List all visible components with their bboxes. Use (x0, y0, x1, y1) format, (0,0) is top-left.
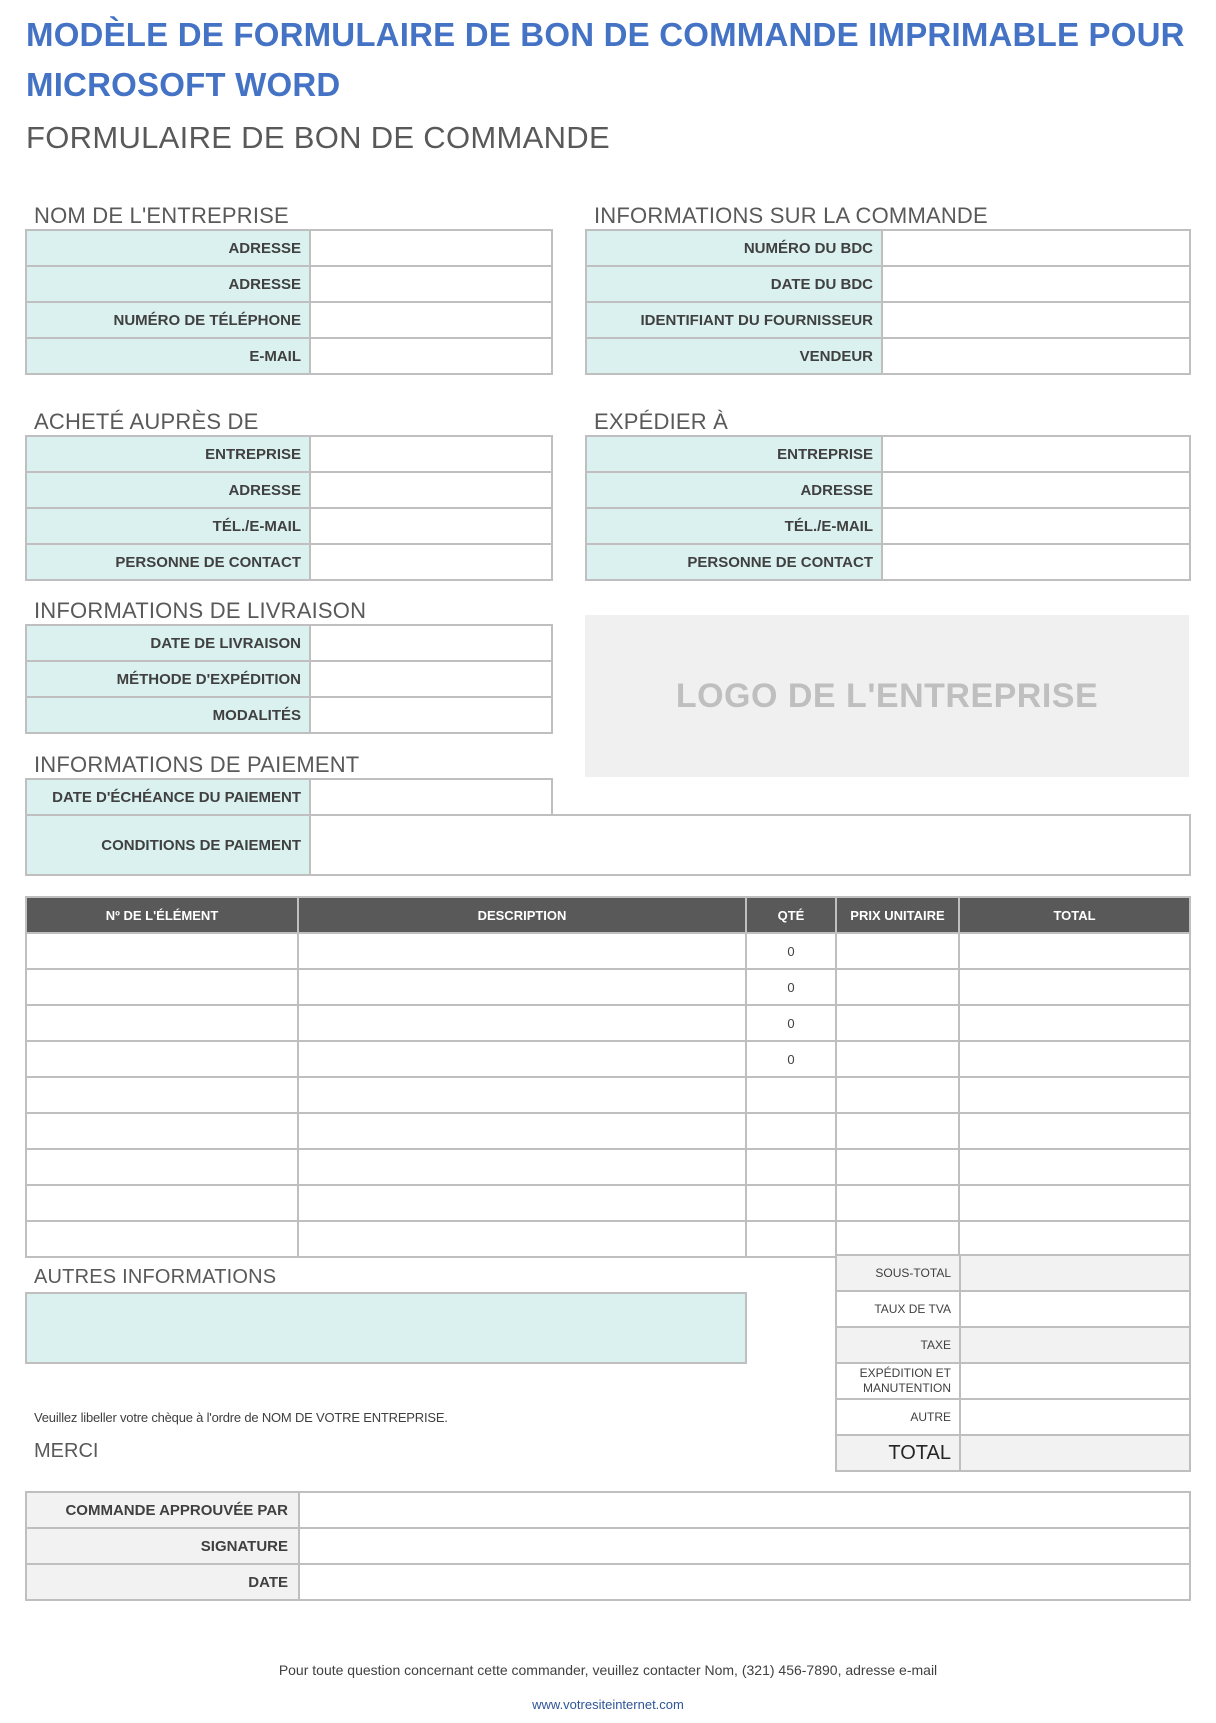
ship-phone-email-input[interactable] (882, 508, 1190, 544)
company-email-input[interactable] (310, 338, 552, 374)
order-info-row (586, 302, 1190, 338)
company-row (26, 266, 552, 302)
subtotal-value (960, 1255, 1190, 1291)
approved-by-input[interactable] (299, 1492, 1190, 1528)
item-number-cell[interactable] (26, 1221, 298, 1257)
line-total-cell[interactable] (959, 1005, 1190, 1041)
field-label: PERSONNE DE CONTACT (26, 544, 310, 580)
description-cell[interactable] (298, 1077, 746, 1113)
ship-to-row (586, 472, 1190, 508)
line-items-table (25, 896, 1191, 1258)
grand-total-label: TOTAL (836, 1435, 960, 1471)
item-number-cell[interactable] (26, 1041, 298, 1077)
tax-label: TAXE (836, 1327, 960, 1363)
footer-contact-text: Pour toute question concernant cette commander, veuillez contacter Nom, (321) 456-7890, adresse e-mail (278, 1662, 938, 1678)
footer-website-link[interactable]: www.votresiteinternet.com (532, 1697, 684, 1712)
thank-you-text: MERCI (34, 1440, 99, 1462)
other-input[interactable] (960, 1399, 1190, 1435)
approval-table (25, 1491, 1191, 1601)
approval-row (26, 1564, 1190, 1600)
description-cell[interactable] (298, 1221, 746, 1257)
qty-cell[interactable]: 0 (746, 1041, 836, 1077)
approval-date-input[interactable] (299, 1564, 1190, 1600)
delivery-row (26, 661, 552, 697)
line-total-cell[interactable] (959, 1221, 1190, 1257)
table-row (26, 1149, 1190, 1185)
company-logo-placeholder[interactable] (585, 615, 1189, 777)
company-table (25, 229, 553, 375)
description-cell[interactable] (298, 1113, 746, 1149)
table-row (26, 1005, 1190, 1041)
unit-price-cell[interactable] (836, 1149, 959, 1185)
column-header-description: DESCRIPTION (298, 897, 746, 933)
item-number-cell[interactable] (26, 1149, 298, 1185)
company-row (26, 302, 552, 338)
other-label: AUTRE (836, 1399, 960, 1435)
field-label: ADRESSE (586, 472, 882, 508)
table-row (26, 969, 1190, 1005)
item-number-cell[interactable] (26, 969, 298, 1005)
item-number-cell[interactable] (26, 1077, 298, 1113)
ship-to-row (586, 508, 1190, 544)
field-label: ADRESSE (26, 472, 310, 508)
unit-price-cell[interactable] (836, 1185, 959, 1221)
ship-company-input[interactable] (882, 436, 1190, 472)
qty-cell[interactable] (746, 1077, 836, 1113)
ship-contact-input[interactable] (882, 544, 1190, 580)
table-row (26, 1041, 1190, 1077)
company-address-1-input[interactable] (310, 230, 552, 266)
column-header-qty: QTÉ (746, 897, 836, 933)
line-total-cell[interactable] (959, 1041, 1190, 1077)
delivery-date-input[interactable] (310, 625, 552, 661)
unit-price-cell[interactable] (836, 1113, 959, 1149)
payment-row (26, 815, 1190, 875)
field-label: DATE (26, 1564, 299, 1600)
field-label: ENTREPRISE (26, 436, 310, 472)
qty-cell[interactable] (746, 1221, 836, 1257)
company-phone-input[interactable] (310, 302, 552, 338)
line-total-cell[interactable] (959, 1077, 1190, 1113)
column-header-total: TOTAL (959, 897, 1190, 933)
shipping-handling-input[interactable] (960, 1363, 1190, 1399)
field-label: IDENTIFIANT DU FOURNISSEUR (586, 302, 882, 338)
field-label: TÉL./E-MAIL (586, 508, 882, 544)
line-total-cell[interactable] (959, 1185, 1190, 1221)
ship-to-table (585, 435, 1191, 581)
unit-price-cell[interactable] (836, 933, 959, 969)
description-cell[interactable] (298, 969, 746, 1005)
field-label: DATE DE LIVRAISON (26, 625, 310, 661)
shipping-handling-row (836, 1363, 1190, 1399)
item-number-cell[interactable] (26, 1185, 298, 1221)
field-label: SIGNATURE (26, 1528, 299, 1564)
unit-price-cell[interactable] (836, 1005, 959, 1041)
unit-price-cell[interactable] (836, 1221, 959, 1257)
line-total-cell[interactable] (959, 1113, 1190, 1149)
payment-due-table (25, 778, 553, 816)
qty-cell[interactable]: 0 (746, 933, 836, 969)
payment-row (26, 779, 552, 815)
vendor-address-input[interactable] (310, 472, 552, 508)
subtotal-row (836, 1255, 1190, 1291)
document-title: MODÈLE DE FORMULAIRE DE BON DE COMMANDE IMPRIMABLE POUR MICROSOFT WORD (26, 16, 1185, 103)
ship-to-row (586, 544, 1190, 580)
purchased-from-row (26, 508, 552, 544)
grand-total-value (960, 1435, 1190, 1471)
po-number-input[interactable] (882, 230, 1190, 266)
field-label: PERSONNE DE CONTACT (586, 544, 882, 580)
field-label: TÉL./E-MAIL (26, 508, 310, 544)
field-label: NUMÉRO DE TÉLÉPHONE (26, 302, 310, 338)
purchased-from-row (26, 544, 552, 580)
shipping-handling-label: EXPÉDITION ET MANUTENTION (836, 1363, 960, 1399)
field-label: DATE D'ÉCHÉANCE DU PAIEMENT (26, 779, 310, 815)
vat-rate-input[interactable] (960, 1291, 1190, 1327)
supplier-id-input[interactable] (882, 302, 1190, 338)
field-label: COMMANDE APPROUVÉE PAR (26, 1492, 299, 1528)
tax-value (960, 1327, 1190, 1363)
field-label: MÉTHODE D'EXPÉDITION (26, 661, 310, 697)
delivery-row (26, 697, 552, 733)
item-number-cell[interactable] (26, 1113, 298, 1149)
purchased-from-table (25, 435, 553, 581)
section-title-payment: INFORMATIONS DE PAIEMENT (34, 752, 360, 777)
section-title-company: NOM DE L'ENTREPRISE (34, 203, 289, 228)
ship-to-row (586, 436, 1190, 472)
delivery-table (25, 624, 553, 734)
section-title-other-info: AUTRES INFORMATIONS (34, 1266, 277, 1288)
line-total-cell[interactable] (959, 1149, 1190, 1185)
unit-price-cell[interactable] (836, 1077, 959, 1113)
table-row (26, 1077, 1190, 1113)
vendor-contact-input[interactable] (310, 544, 552, 580)
other-info-textarea[interactable] (25, 1292, 747, 1364)
delivery-row (26, 625, 552, 661)
subtotal-label: SOUS-TOTAL (836, 1255, 960, 1291)
field-label: ADRESSE (26, 266, 310, 302)
field-label: VENDEUR (586, 338, 882, 374)
column-header-unit-price: PRIX UNITAIRE (836, 897, 959, 933)
signature-input[interactable] (299, 1528, 1190, 1564)
line-total-cell[interactable] (959, 969, 1190, 1005)
form-title: FORMULAIRE DE BON DE COMMANDE (26, 120, 610, 155)
purchased-from-row (26, 436, 552, 472)
payment-terms-input[interactable] (310, 815, 1190, 875)
qty-cell[interactable] (746, 1149, 836, 1185)
table-row (26, 1221, 1190, 1257)
field-label: ADRESSE (26, 230, 310, 266)
vat-rate-row (836, 1291, 1190, 1327)
order-info-row (586, 266, 1190, 302)
other-row (836, 1399, 1190, 1435)
approval-row (26, 1528, 1190, 1564)
ship-address-input[interactable] (882, 472, 1190, 508)
field-label: DATE DU BDC (586, 266, 882, 302)
line-total-cell[interactable] (959, 933, 1190, 969)
item-number-cell[interactable] (26, 1005, 298, 1041)
field-label: E-MAIL (26, 338, 310, 374)
item-number-cell[interactable] (26, 933, 298, 969)
check-payable-note: Veuillez libeller votre chèque à l'ordre de NOM DE VOTRE ENTREPRISE. (34, 1410, 448, 1425)
order-info-row (586, 230, 1190, 266)
unit-price-cell[interactable] (836, 969, 959, 1005)
company-row (26, 230, 552, 266)
line-items-header (26, 897, 1190, 933)
field-label: NUMÉRO DU BDC (586, 230, 882, 266)
purchased-from-row (26, 472, 552, 508)
unit-price-cell[interactable] (836, 1041, 959, 1077)
field-label: CONDITIONS DE PAIEMENT (26, 815, 310, 875)
company-row (26, 338, 552, 374)
table-row (26, 1113, 1190, 1149)
qty-cell[interactable]: 0 (746, 969, 836, 1005)
seller-input[interactable] (882, 338, 1190, 374)
tax-row (836, 1327, 1190, 1363)
totals-table (835, 1254, 1191, 1472)
logo-placeholder-text: LOGO DE L'ENTREPRISE (675, 676, 1099, 715)
vat-rate-label: TAUX DE TVA (836, 1291, 960, 1327)
description-cell[interactable] (298, 933, 746, 969)
section-title-order-info: INFORMATIONS SUR LA COMMANDE (594, 203, 988, 228)
section-title-ship-to: EXPÉDIER À (594, 409, 729, 434)
column-header-item-number: Nº DE L'ÉLÉMENT (26, 897, 298, 933)
terms-input[interactable] (310, 697, 552, 733)
grand-total-row (836, 1435, 1190, 1471)
qty-cell[interactable] (746, 1113, 836, 1149)
field-label: ENTREPRISE (586, 436, 882, 472)
shipping-method-input[interactable] (310, 661, 552, 697)
order-info-table (585, 229, 1191, 375)
section-title-delivery: INFORMATIONS DE LIVRAISON (34, 598, 367, 623)
section-title-purchased-from: ACHETÉ AUPRÈS DE (34, 409, 259, 434)
payment-terms-table (25, 814, 1191, 876)
field-label: MODALITÉS (26, 697, 310, 733)
payment-due-date-input[interactable] (310, 779, 552, 815)
description-cell[interactable] (298, 1041, 746, 1077)
vendor-company-input[interactable] (310, 436, 552, 472)
po-date-input[interactable] (882, 266, 1190, 302)
table-row (26, 933, 1190, 969)
description-cell[interactable] (298, 1185, 746, 1221)
order-info-row (586, 338, 1190, 374)
qty-cell[interactable] (746, 1185, 836, 1221)
vendor-phone-email-input[interactable] (310, 508, 552, 544)
table-row (26, 1185, 1190, 1221)
description-cell[interactable] (298, 1005, 746, 1041)
description-cell[interactable] (298, 1149, 746, 1185)
approval-row (26, 1492, 1190, 1528)
qty-cell[interactable]: 0 (746, 1005, 836, 1041)
company-address-2-input[interactable] (310, 266, 552, 302)
